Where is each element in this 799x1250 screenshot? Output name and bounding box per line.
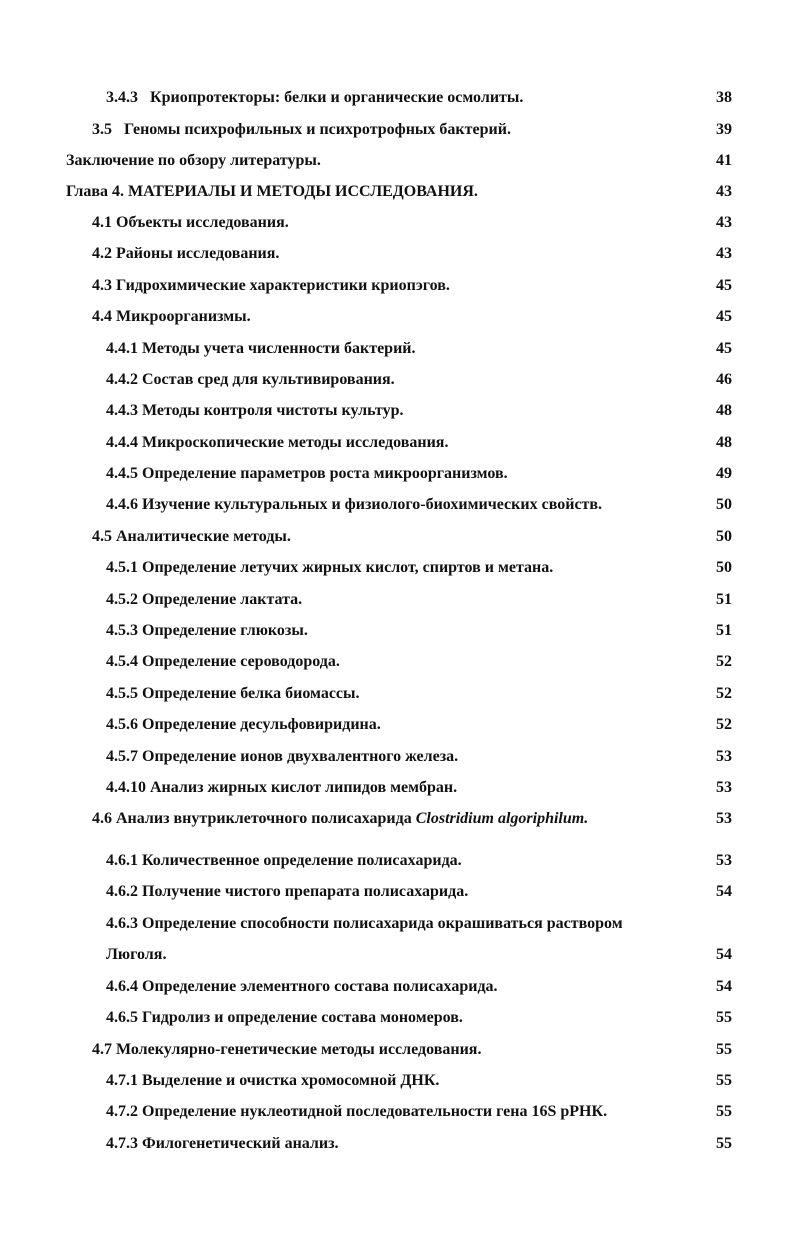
toc-page-number: 45: [716, 308, 732, 325]
toc-title: 4.4.6 Изучение культуральных и физиолого-биохимических свойств.: [106, 496, 603, 513]
toc-title: 4.5 Аналитические методы.: [92, 528, 291, 545]
toc-title: 4.4.5 Определение параметров роста микроорганизмов.: [106, 465, 508, 482]
toc-title: 4.5.1 Определение летучих жирных кислот, спиртов и метана.: [106, 559, 554, 576]
toc-title: 4.4.10 Анализ жирных кислот липидов мембран.: [106, 779, 458, 796]
toc-page-number: 43: [716, 183, 732, 200]
toc-page-number: 45: [716, 340, 732, 357]
toc-page-number: 55: [716, 1135, 732, 1152]
toc-page-number: 51: [716, 622, 732, 639]
toc-title: 4.5.2 Определение лактата.: [106, 591, 303, 608]
toc-title: Глава 4. МАТЕРИАЛЫ И МЕТОДЫ ИССЛЕДОВАНИЯ.: [66, 183, 478, 200]
toc-title: Люголя.: [106, 946, 167, 963]
toc-title: 4.4.4 Микроскопические методы исследования.: [106, 434, 449, 451]
toc-title: 4.6.5 Гидролиз и определение состава мономеров.: [106, 1009, 463, 1026]
toc-page-number: 54: [716, 978, 732, 995]
toc-title: 4.4.2 Состав сред для культивирования.: [106, 371, 395, 388]
toc-title: 4.7.2 Определение нуклеотидной последовательности гена 16S рРНК.: [106, 1103, 608, 1120]
toc-title: 4.4 Микроорганизмы.: [92, 308, 251, 325]
toc-page-number: 55: [716, 1072, 732, 1089]
toc-title: 4.5.7 Определение ионов двухвалентного железа.: [106, 748, 459, 765]
toc-title: 4.5.6 Определение десульфовиридина.: [106, 716, 381, 733]
toc-page-number: 43: [716, 214, 732, 231]
toc-title: 4.7.3 Филогенетический анализ.: [106, 1135, 339, 1152]
toc-title: 4.6.4 Определение элементного состава полисахарида.: [106, 978, 498, 995]
toc-title: 4.6.2 Получение чистого препарата полисахарида.: [106, 883, 469, 900]
toc-page-number: 52: [716, 716, 732, 733]
toc-page-number: 55: [716, 1041, 732, 1058]
toc-title: 4.5.4 Определение сероводорода.: [106, 653, 340, 670]
toc-page-number: 38: [716, 89, 732, 106]
toc-page-number: 43: [716, 245, 732, 262]
toc-page-number: 39: [716, 121, 732, 138]
toc-title-italic: Clostridium algoriphilum.: [415, 810, 589, 827]
toc-title: 4.5.3 Определение глюкозы.: [106, 622, 308, 639]
toc-page-number: 50: [716, 496, 732, 513]
toc-title: 4.6 Анализ внутриклеточного полисахарида: [92, 810, 412, 827]
toc-page-number: 53: [716, 779, 732, 796]
toc-page-number: 45: [716, 277, 732, 294]
toc-title: Заключение по обзору литературы.: [66, 152, 321, 169]
toc-page-number: 54: [716, 946, 732, 963]
toc-title: 4.4.3 Методы контроля чистоты культур.: [106, 402, 404, 419]
toc-page-number: 53: [716, 852, 732, 869]
toc-page-number: 51: [716, 591, 732, 608]
toc-page-number: 54: [716, 883, 732, 900]
toc-page-number: 55: [716, 1009, 732, 1026]
toc-title: 4.5.5 Определение белка биомассы.: [106, 685, 360, 702]
toc-title: 4.2 Районы исследования.: [92, 245, 280, 262]
toc-number: 3.5: [92, 121, 112, 138]
toc-title: 4.1 Объекты исследования.: [92, 214, 289, 231]
toc-title: 4.4.1 Методы учета численности бактерий.: [106, 340, 416, 357]
toc-page-number: 50: [716, 559, 732, 576]
toc-page-number: 48: [716, 402, 732, 419]
toc-page-number: 53: [716, 748, 732, 765]
toc-title: Геномы психрофильных и психротрофных бактерий.: [124, 121, 511, 138]
toc-page-number: 41: [716, 152, 732, 169]
toc-title: 4.7.1 Выделение и очистка хромосомной ДНК.: [106, 1072, 440, 1089]
toc-title: 4.3 Гидрохимические характеристики криопэгов.: [92, 277, 450, 294]
toc-page-number: 53: [716, 810, 732, 827]
toc-page-number: 46: [716, 371, 732, 388]
toc-page-number: 55: [716, 1103, 732, 1120]
toc-page-number: 52: [716, 685, 732, 702]
toc-page-number: 48: [716, 434, 732, 451]
toc-title: 4.6.3 Определение способности полисахарида окрашиваться раствором: [106, 915, 623, 932]
toc-title: Криопротекторы: белки и органические осмолиты.: [150, 89, 524, 106]
toc-page-number: 50: [716, 528, 732, 545]
toc-title: 4.7 Молекулярно-генетические методы исследования.: [92, 1041, 482, 1058]
toc-number: 3.4.3: [106, 89, 138, 106]
toc-page-number: 52: [716, 653, 732, 670]
toc-title: 4.6.1 Количественное определение полисахарида.: [106, 852, 462, 869]
toc-page-number: 49: [716, 465, 732, 482]
